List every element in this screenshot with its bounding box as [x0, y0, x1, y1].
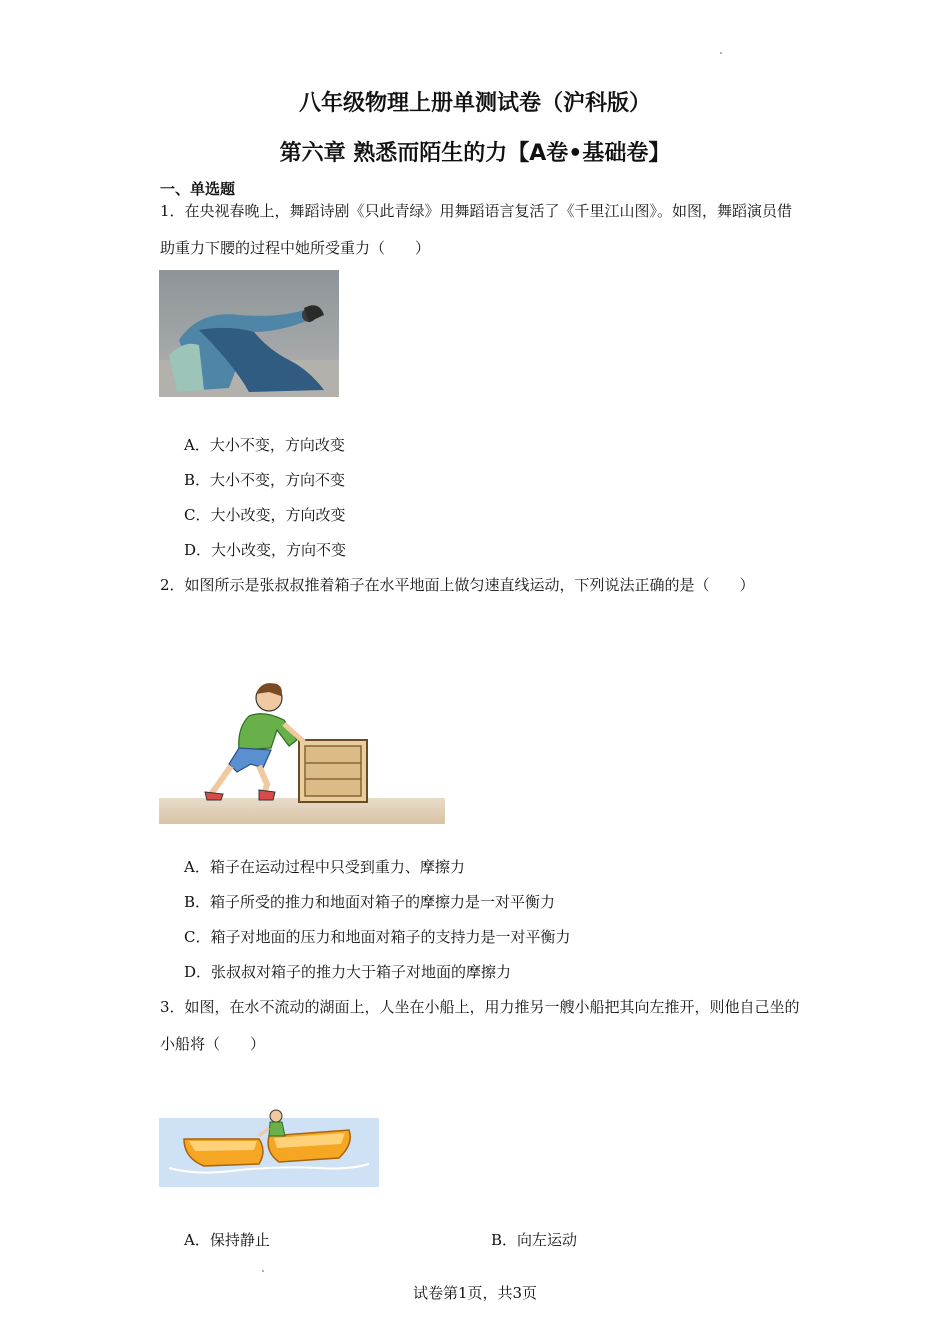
- corner-dot: [720, 52, 722, 54]
- question-1-option-d[interactable]: D．大小改变，方向不变: [184, 541, 347, 559]
- page-title: 八年级物理上册单测试卷（沪科版）: [298, 91, 651, 116]
- question-3-option-b[interactable]: B．向左运动: [491, 1231, 578, 1249]
- page-footer: 试卷第1页，共3页: [412, 1284, 538, 1302]
- boats-on-lake: [159, 1106, 379, 1187]
- question-2-option-a[interactable]: A．箱子在运动过程中只受到重力、摩擦力: [184, 858, 465, 876]
- question-1-option-a[interactable]: A．大小不变，方向改变: [184, 436, 345, 454]
- man-pushing-box: [159, 668, 445, 824]
- question-2-text: 2．如图所示是张叔叔推着箱子在水平地面上做匀速直线运动，下列说法正确的是（ ）: [160, 576, 755, 594]
- bottom-dot: [262, 1270, 264, 1272]
- question-2-option-d[interactable]: D．张叔叔对箱子的推力大于箱子对地面的摩擦力: [184, 963, 512, 981]
- question-2-option-b[interactable]: B．箱子所受的推力和地面对箱子的摩擦力是一对平衡力: [184, 893, 556, 911]
- dancer-photo: [159, 270, 339, 397]
- section-heading: 一、单选题: [160, 180, 236, 198]
- question-3-option-a[interactable]: A．保持静止: [184, 1231, 270, 1249]
- question-2-option-c[interactable]: C．箱子对地面的压力和地面对箱子的支持力是一对平衡力: [184, 928, 571, 946]
- question-1-text: 1．在央视春晚上，舞蹈诗剧《只此青绿》用舞蹈语言复活了《千里江山图》。如图，舞蹈演员借助重力下腰的过程中她所受重力（ ）: [160, 202, 793, 257]
- question-1-option-c[interactable]: C．大小改变，方向改变: [184, 506, 346, 524]
- question-3-text: 3．如图，在水不流动的湖面上，人坐在小船上，用力推另一艘小船把其向左推开，则他自己坐的小船将（ ）: [160, 998, 800, 1053]
- question-1-option-b[interactable]: B．大小不变，方向不变: [184, 471, 346, 489]
- chapter-subtitle: 第六章 熟悉而陌生的力【A卷•基础卷】: [279, 141, 671, 166]
